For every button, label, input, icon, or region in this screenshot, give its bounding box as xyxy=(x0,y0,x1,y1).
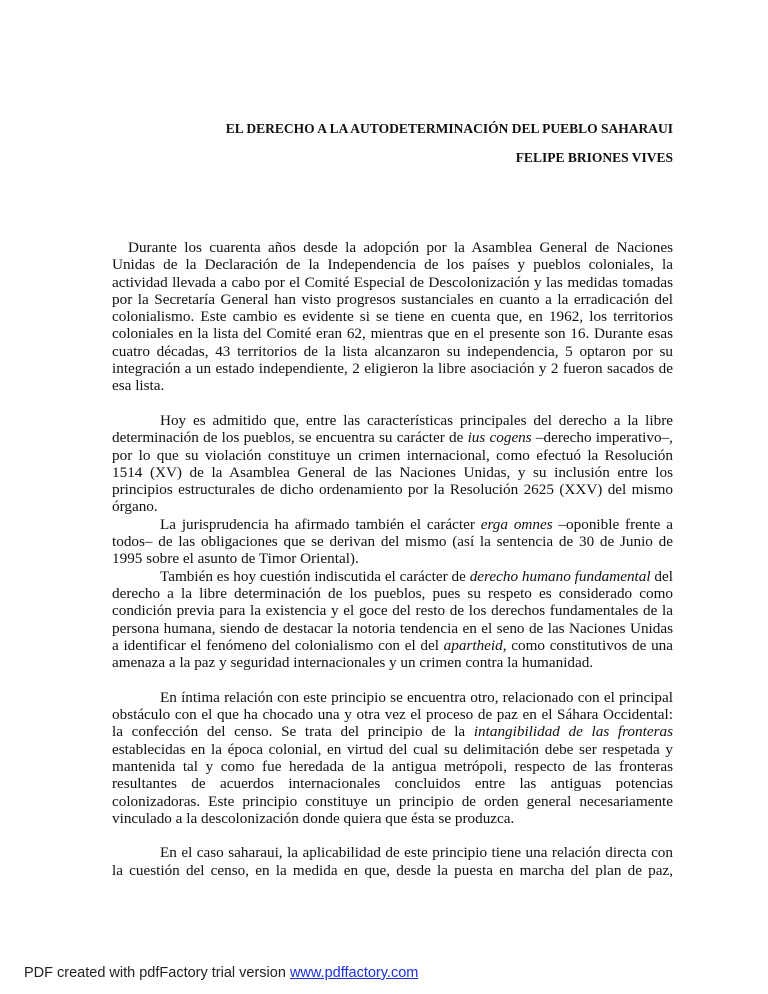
text-segment: –derecho imperativo–, xyxy=(531,429,673,447)
text-segment: colonialismo. Este cambio es evidente si se tiene en cuenta que, en 1962, los territorios xyxy=(112,308,673,326)
text-segment: obstáculo con el que ha chocado una y otra vez el proceso de paz en el Sáhara Occidental: xyxy=(112,706,673,724)
italic-term: intangibilidad de las fronteras xyxy=(473,723,673,741)
paragraph xyxy=(112,844,673,879)
text-segment: órgano. xyxy=(112,498,158,516)
text-segment: Unidas de la Declaración de la Independencia de los países y pueblos coloniales, la xyxy=(112,256,673,274)
text-line xyxy=(112,550,673,567)
text-line xyxy=(112,758,673,775)
text-segment: 1514 (XV) de la Asamblea General de las Naciones Unidas, y su inclusión entre los xyxy=(112,463,673,481)
text-line xyxy=(112,429,673,446)
pdf-footer xyxy=(24,965,418,981)
text-segment: esa lista. xyxy=(112,377,165,395)
italic-term: erga omnes xyxy=(480,515,553,533)
paragraph xyxy=(112,412,673,516)
text-line xyxy=(112,775,673,792)
text-line xyxy=(112,723,673,740)
text-line xyxy=(112,377,673,394)
pdffactory-link[interactable]: www.pdffactory.com xyxy=(289,965,419,981)
text-segment: Hoy es admitido que, entre las características principales del derecho a la libre xyxy=(160,411,673,429)
paragraph xyxy=(112,239,673,395)
text-segment: mantenida tal y como fue heredada de la antigua metrópoli, respecto de las fronteras xyxy=(112,757,673,775)
text-segment: En el caso saharaui, la aplicabilidad de este principio tiene una relación directa con xyxy=(160,844,673,862)
text-segment: por la Secretaría General han visto progresos sustanciales en cuanto a la erradicación del xyxy=(112,290,673,308)
text-line xyxy=(112,637,673,654)
text-line xyxy=(112,325,673,342)
text-line xyxy=(112,654,673,671)
text-segment: vinculado a la descolonización donde quiera que ésta se produzca. xyxy=(112,809,515,827)
text-segment: a identificar el fenómeno del colonialismo con el del xyxy=(112,636,444,654)
text-line xyxy=(112,533,673,550)
text-line xyxy=(112,844,673,861)
text-line xyxy=(112,585,673,602)
italic-term: derecho humano fundamental xyxy=(469,567,651,585)
paragraph xyxy=(112,689,673,827)
text-segment: la confección del censo. Se trata del principio de la xyxy=(112,723,474,741)
text-segment: Durante los cuarenta años desde la adopción por la Asamblea General de Naciones xyxy=(128,239,673,256)
text-line xyxy=(112,793,673,810)
text-segment: , como constitutivos de una xyxy=(502,636,673,654)
footer-text: PDF created with pdfFactory trial version xyxy=(24,965,290,981)
text-line xyxy=(112,741,673,758)
document-title: EL DERECHO A LA AUTODETERMINACIÓN DEL PUEBLO SAHARAUI xyxy=(225,121,673,136)
text-segment: cuatro décadas, 43 territorios de la lista alcanzaron su independencia, 5 optaron por su xyxy=(112,342,673,360)
document-author: FELIPE BRIONES VIVES xyxy=(515,150,673,165)
paragraph xyxy=(112,568,673,672)
text-segment: todos– de las obligaciones que se derivan del mismo (así la sentencia de 30 de Junio de xyxy=(112,533,673,551)
italic-term: apartheid xyxy=(443,636,503,654)
text-segment: la cuestión del censo, en la medida en que, desde la puesta en marcha del plan de paz, xyxy=(112,861,673,879)
text-line xyxy=(112,308,673,325)
text-segment: determinación de los pueblos, se encuentra su carácter de xyxy=(112,429,468,447)
text-segment: También es hoy cuestión indiscutida el carácter de xyxy=(160,567,470,585)
text-segment: actividad llevada a cabo por el Comité Especial de Descolonización y las medidas tomadas xyxy=(112,273,673,291)
text-line xyxy=(112,620,673,637)
text-line xyxy=(112,291,673,308)
document-body xyxy=(112,239,673,879)
text-segment: La jurisprudencia ha afirmado también el carácter xyxy=(160,515,481,533)
text-segment: condición previa para la existencia y el goce del resto de los derechos fundamentales de la xyxy=(112,602,673,620)
text-segment: por lo que su violación constituye un crimen internacional, como efectuó la Resolución xyxy=(112,446,673,464)
text-line xyxy=(112,516,673,533)
text-segment: establecidas en la época colonial, en virtud del cual su delimitación debe ser respetada y xyxy=(112,740,673,758)
text-line xyxy=(112,706,673,723)
text-line xyxy=(112,862,673,879)
text-segment: coloniales en la lista del Comité eran 62, mientras que en el presente son 16. Durante esas xyxy=(112,325,673,343)
italic-term: ius cogens xyxy=(467,429,532,447)
text-line xyxy=(112,447,673,464)
text-segment: derecho a la libre determinación de los pueblos, pues su respeto es considerado como xyxy=(112,584,673,602)
text-segment: principios estructurales de dicho ordenamiento por la Resolución 2625 (XXV) del mismo xyxy=(112,481,673,499)
text-segment: resultantes de acuerdos internacionales concluidos entre las antiguas potencias xyxy=(112,775,673,793)
text-segment: del xyxy=(650,567,673,585)
text-line xyxy=(112,256,673,273)
text-line xyxy=(112,602,673,619)
text-line xyxy=(112,689,673,706)
text-segment: 1995 sobre el asunto de Timor Oriental). xyxy=(112,550,359,568)
text-line xyxy=(112,239,673,256)
paragraph xyxy=(112,516,673,568)
text-line xyxy=(112,343,673,360)
text-segment: amenaza a la paz y seguridad internacionales y un crimen contra la humanidad. xyxy=(112,654,594,672)
text-line xyxy=(112,464,673,481)
text-segment: En íntima relación con este principio se encuentra otro, relacionado con el principal xyxy=(160,688,673,706)
text-line xyxy=(112,481,673,498)
text-line xyxy=(112,360,673,377)
text-line xyxy=(112,274,673,291)
text-segment: persona humana, siendo de destacar la notoria tendencia en el seno de las Naciones Unidas xyxy=(112,619,673,637)
text-segment: –oponible frente a xyxy=(552,515,673,533)
text-segment: colonizadoras. Este principio constituye un principio de orden general necesariamente xyxy=(112,792,673,810)
text-line xyxy=(112,412,673,429)
text-line xyxy=(112,498,673,515)
text-segment: integración a un estado independiente, 2 eligieron la libre asociación y 2 fueron sacados de xyxy=(112,360,673,378)
text-line xyxy=(112,568,673,585)
text-line xyxy=(112,810,673,827)
